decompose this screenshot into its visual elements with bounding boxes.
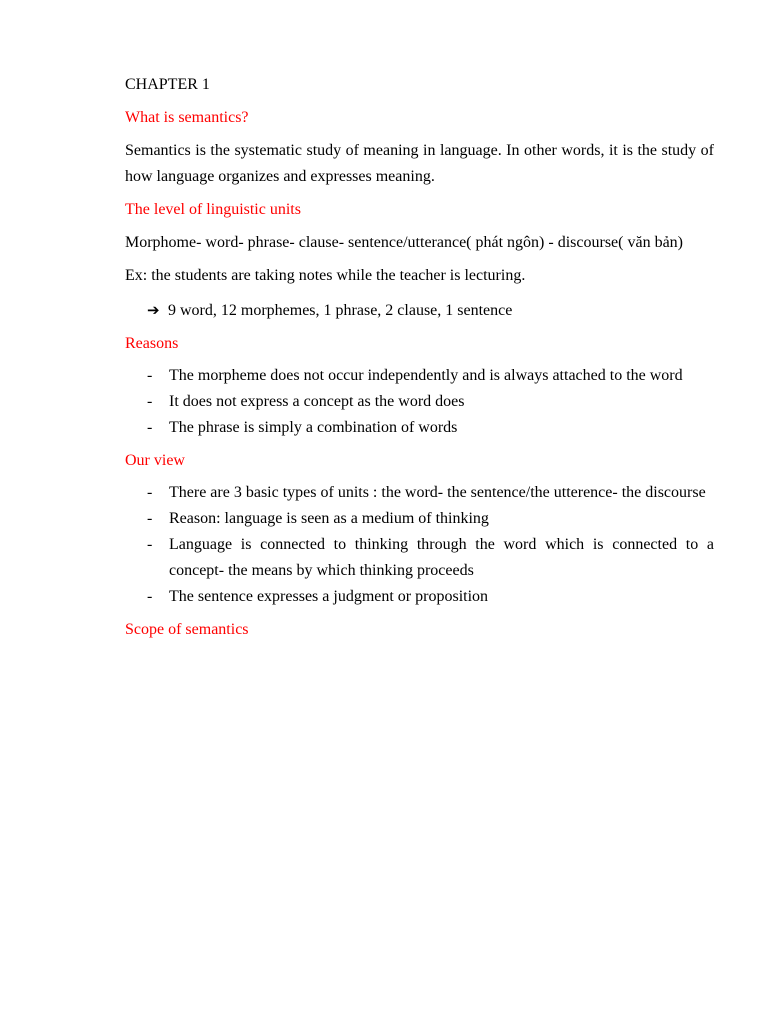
- dash-bullet: -: [147, 536, 153, 553]
- list-item: [125, 584, 714, 610]
- reasons-list: [125, 363, 714, 441]
- dash-bullet: -: [147, 510, 153, 527]
- list-item: [125, 480, 714, 506]
- result-text: 9 word, 12 morphemes, 1 phrase, 2 clause, 1 sentence: [168, 302, 513, 319]
- heading-level-of-units: The level of linguistic units: [125, 201, 301, 218]
- definition-paragraph: Semantics is the systematic study of meaning in language. In other words, it is the study of how language organizes and expresses meaning.: [125, 142, 714, 185]
- list-item-text: The morpheme does not occur independently and is always attached to the word: [169, 367, 683, 384]
- heading-our-view: Our view: [125, 452, 185, 469]
- list-item: [125, 389, 714, 415]
- dash-bullet: -: [147, 367, 153, 384]
- result-line: [147, 297, 714, 324]
- heading-what-is-semantics: What is semantics?: [125, 109, 249, 126]
- view-list: [125, 480, 714, 610]
- document-page: [125, 72, 714, 643]
- heading-reasons: Reasons: [125, 335, 179, 352]
- list-item: [125, 506, 714, 532]
- list-item: [125, 415, 714, 441]
- dash-bullet: -: [147, 484, 153, 501]
- dash-bullet: -: [147, 393, 153, 410]
- dash-bullet: -: [147, 588, 153, 605]
- list-item-text: There are 3 basic types of units : the word- the sentence/the utterence- the discourse: [169, 484, 706, 501]
- list-item-text: The sentence expresses a judgment or proposition: [169, 588, 489, 605]
- dash-bullet: -: [147, 419, 153, 436]
- list-item-text: Language is connected to thinking through the word which is connected to a concept- the means by which thinking proceeds: [169, 536, 714, 579]
- list-item: [125, 363, 714, 389]
- list-item-text: It does not express a concept as the word does: [169, 393, 465, 410]
- chapter-title: CHAPTER 1: [125, 76, 210, 93]
- list-item-text: The phrase is simply a combination of words: [169, 419, 458, 436]
- example-paragraph: Ex: the students are taking notes while the teacher is lecturing.: [125, 267, 526, 284]
- list-item: [125, 532, 714, 584]
- list-item-text: Reason: language is seen as a medium of thinking: [169, 510, 489, 527]
- heading-scope-of-semantics: Scope of semantics: [125, 621, 249, 638]
- arrow-icon: ➔: [147, 301, 160, 319]
- levels-paragraph: Morphome- word- phrase- clause- sentence/utterance( phát ngôn) - discourse( văn bản): [125, 234, 683, 251]
